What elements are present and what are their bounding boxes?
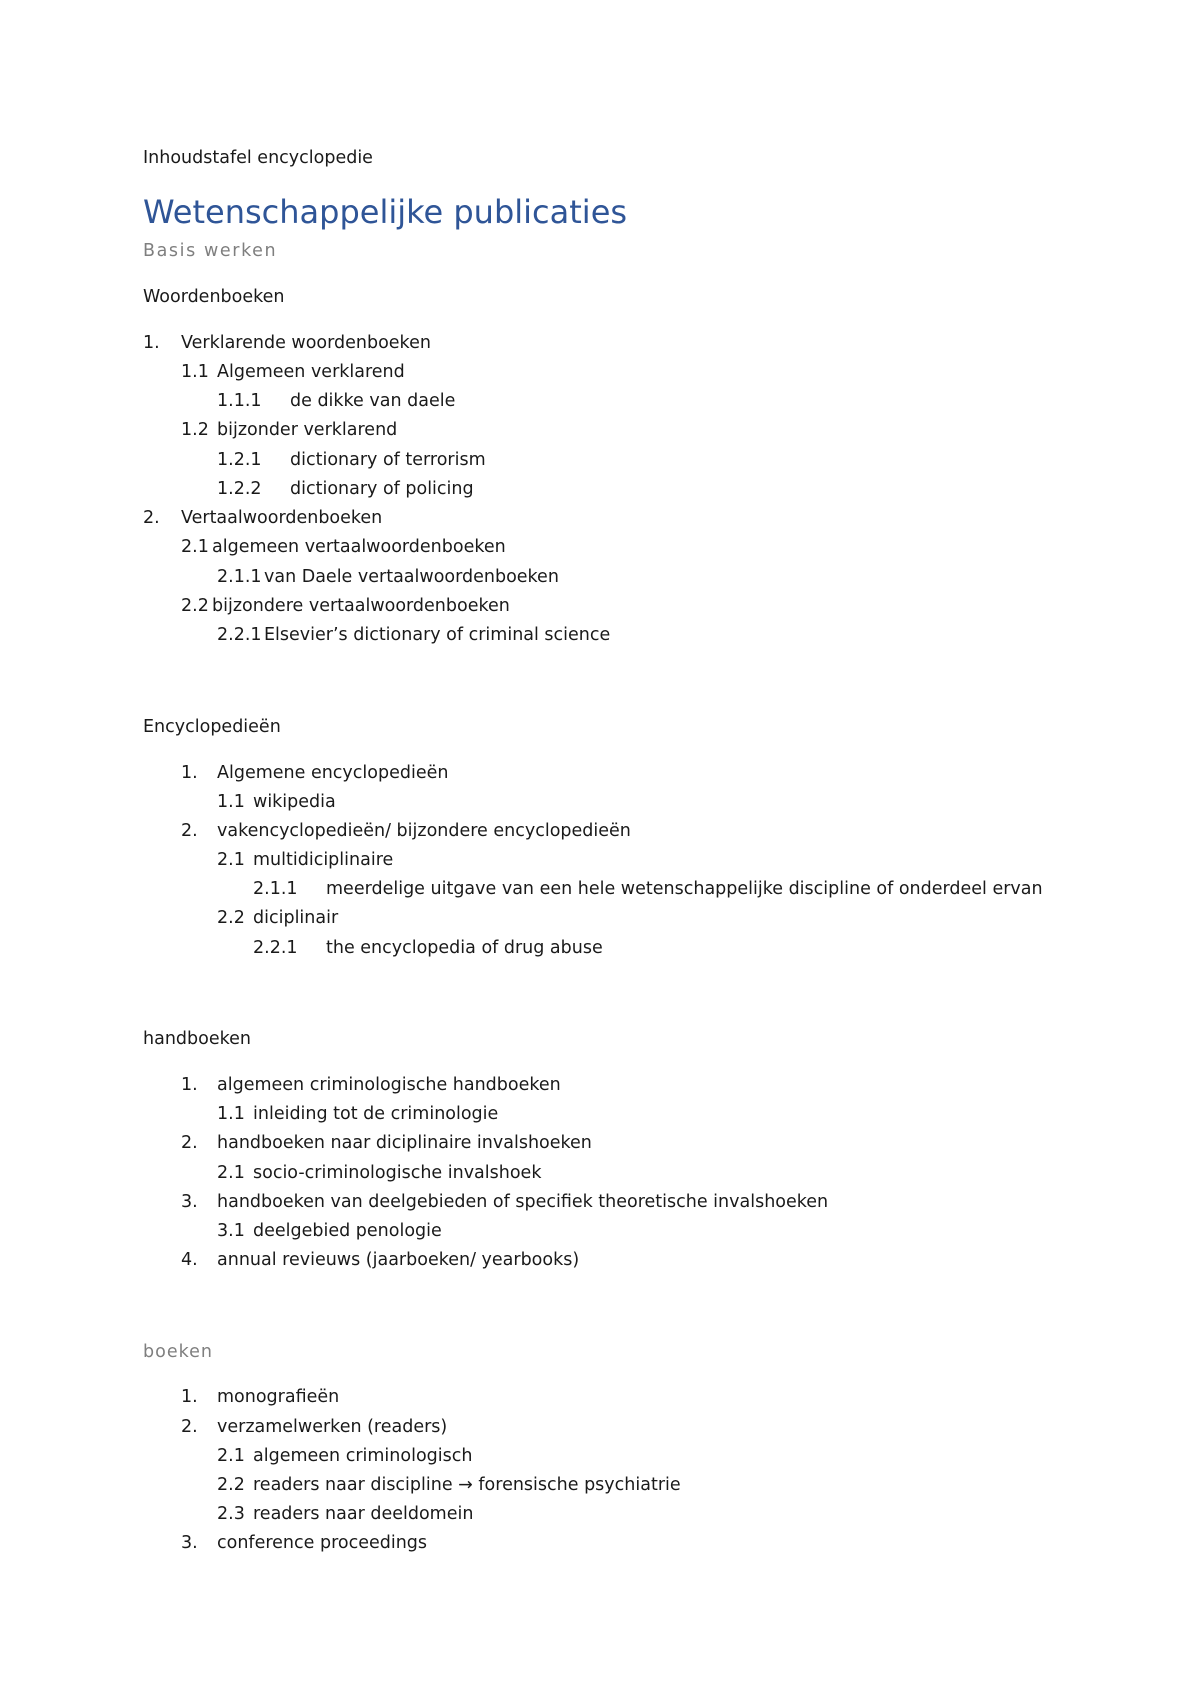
list-item: readers naar deeldomein [253,1504,474,1524]
list-item-number: 1.1 [217,1104,245,1124]
document-heading: Inhoudstafel encyclopedie [143,148,373,168]
list-item-number: 1.2 [181,420,209,440]
list-item-number: 1. [181,1387,198,1407]
list-item: de dikke van daele [290,391,456,411]
document-title: Wetenschappelijke publicaties [143,193,628,231]
list-item: bijzonder verklarend [217,420,398,440]
list-item-number: 1. [181,763,198,783]
list-item: van Daele vertaalwoordenboeken [264,567,559,587]
list-item-number: 1.1.1 [217,391,262,411]
list-item-number: 2. [181,1417,198,1437]
list-item-number: 2.2 [217,908,245,928]
list-item: algemeen criminologische handboeken [217,1075,561,1095]
list-item: Algemene encyclopedieën [217,763,449,783]
list-item: inleiding tot de criminologie [253,1104,499,1124]
list-item-number: 2. [181,1133,198,1153]
list-item: verzamelwerken (readers) [217,1417,448,1437]
list-item: monografieën [217,1387,340,1407]
list-item: Vertaalwoordenboeken [181,508,383,528]
list-item-number: 1.1 [217,792,245,812]
list-item: dictionary of terrorism [290,450,486,470]
list-item-number: 1. [143,333,160,353]
list-item-number: 4. [181,1250,198,1270]
list-item: wikipedia [253,792,336,812]
document-subtitle: Basis werken [143,241,278,261]
list-item: meerdelige uitgave van een hele wetenschappelijke discipline of onderdeel ervan [326,879,1043,899]
list-item: the encyclopedia of drug abuse [326,938,603,958]
list-item-number: 2. [181,821,198,841]
list-item: dictionary of policing [290,479,474,499]
list-item: vakencyclopedieën/ bijzondere encyclopedieën [217,821,631,841]
list-item-number: 2.2 [181,596,209,616]
list-item: readers naar discipline → forensische psychiatrie [253,1475,681,1495]
list-item-number: 2.2.1 [217,625,262,645]
list-item-number: 2.1 [217,1163,245,1183]
list-item: Elsevier’s dictionary of criminal science [264,625,611,645]
list-item-number: 1.2.2 [217,479,262,499]
section-heading-handboeken: handboeken [143,1029,251,1049]
list-item-number: 2.3 [217,1504,245,1524]
list-item-number: 3.1 [217,1221,245,1241]
list-item: deelgebied penologie [253,1221,442,1241]
list-item: conference proceedings [217,1533,428,1553]
list-item-number: 2.1 [217,1446,245,1466]
list-item: algemeen criminologisch [253,1446,473,1466]
list-item-number: 3. [181,1533,198,1553]
list-item: socio-criminologische invalshoek [253,1163,542,1183]
list-item: annual revieuws (jaarboeken/ yearbooks) [217,1250,580,1270]
list-item-number: 2.1 [181,537,209,557]
section-heading-boeken: boeken [143,1342,213,1362]
list-item-number: 1.2.1 [217,450,262,470]
list-item-number: 2. [143,508,160,528]
list-item: Verklarende woordenboeken [181,333,431,353]
list-item: algemeen vertaalwoordenboeken [212,537,506,557]
list-item: bijzondere vertaalwoordenboeken [212,596,510,616]
section-heading-encyclopedieen: Encyclopedieën [143,717,281,737]
list-item: diciplinair [253,908,339,928]
list-item-number: 2.1.1 [253,879,298,899]
list-item-number: 1. [181,1075,198,1095]
list-item: multidiciplinaire [253,850,394,870]
list-item-number: 2.2 [217,1475,245,1495]
section-heading-woordenboeken: Woordenboeken [143,287,285,307]
list-item-number: 2.1 [217,850,245,870]
list-item-number: 1.1 [181,362,209,382]
list-item-number: 3. [181,1192,198,1212]
list-item-number: 2.2.1 [253,938,298,958]
list-item-number: 2.1.1 [217,567,262,587]
list-item: handboeken naar diciplinaire invalshoeken [217,1133,592,1153]
list-item: Algemeen verklarend [217,362,405,382]
list-item: handboeken van deelgebieden of specifiek theoretische invalshoeken [217,1192,829,1212]
